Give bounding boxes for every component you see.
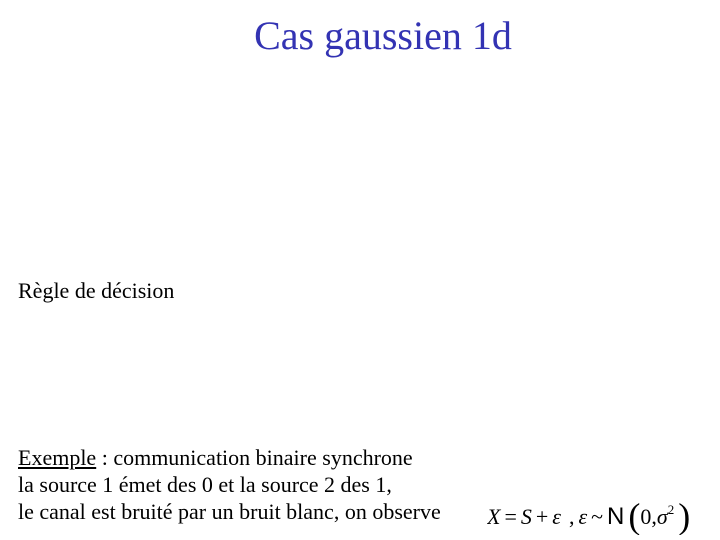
formula-plus: + — [535, 504, 549, 529]
observation-formula — [487, 499, 720, 535]
formula-s: S — [520, 504, 532, 529]
formula-epsilon: ε — [552, 504, 561, 529]
formula-epsilon-2: ε — [578, 504, 588, 529]
formula-comma: , — [568, 504, 575, 529]
formula-open-paren: ( — [628, 499, 641, 535]
example-line-3: le canal est bruité par un bruit blanc, on observe — [18, 499, 441, 524]
formula-x: X — [487, 504, 501, 529]
formula-sigma: σ — [656, 504, 668, 529]
example-line-1 — [18, 444, 441, 471]
formula-close-paren: ) — [678, 499, 691, 535]
formula-tilde: ~ — [591, 504, 604, 529]
slide-title: Cas gaussien 1d — [254, 13, 512, 58]
example-block — [18, 444, 441, 525]
formula-exponent: 2 — [667, 502, 675, 517]
example-keyword: Exemple — [18, 445, 97, 470]
example-line-2: la source 1 émet des 0 et la source 2 des 1, — [18, 472, 392, 497]
formula-normal-symbol: N — [607, 503, 625, 530]
formula-zero: 0, — [640, 504, 657, 529]
decision-rule-text: Règle de décision — [18, 278, 175, 303]
example-line-1-rest: : communication binaire synchrone — [96, 445, 413, 470]
formula-equals: = — [504, 504, 517, 529]
